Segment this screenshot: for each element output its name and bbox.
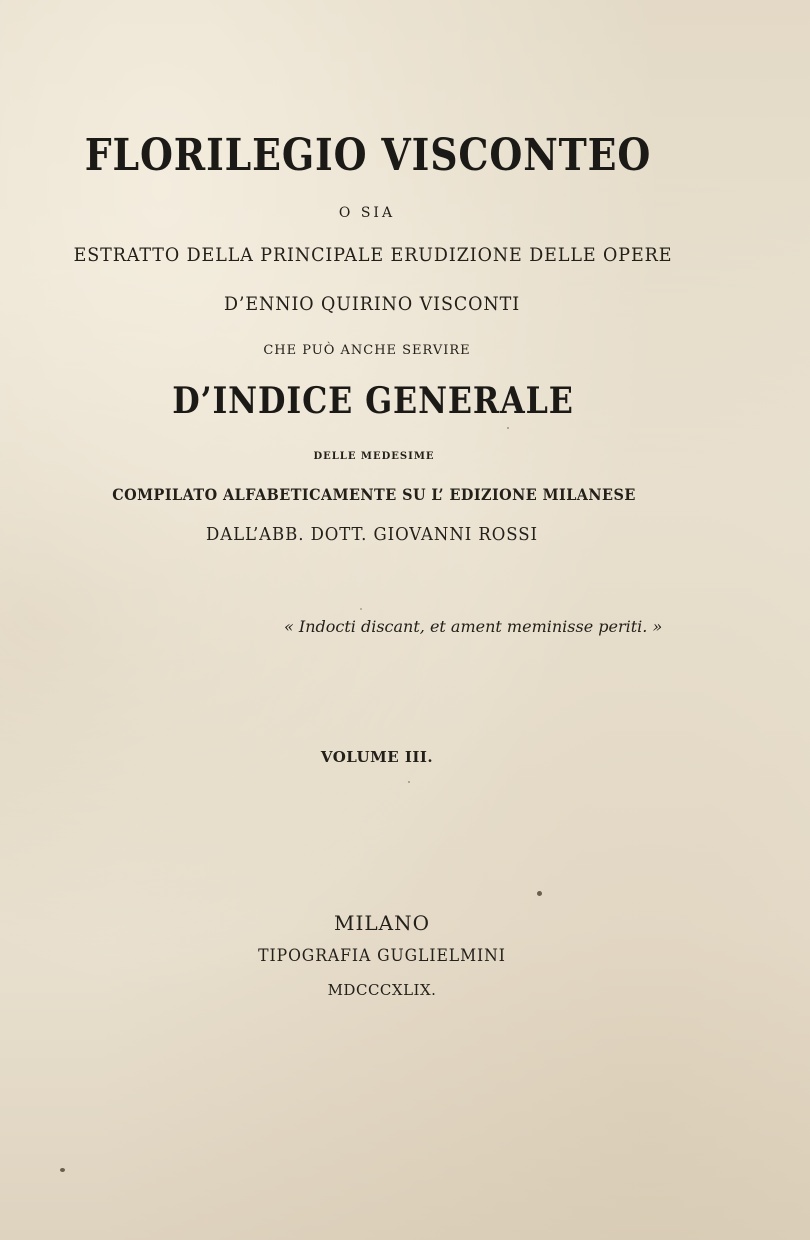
connector-text: O SIA — [338, 205, 396, 221]
epigraph-motto: « Indocti discant, et ament meminisse periti. » — [284, 617, 663, 636]
subtitle-line-1: ESTRATTO DELLA PRINCIPALE ERUDIZIONE DELLE OPERE — [73, 244, 673, 266]
imprint-printer: TIPOGRAFIA GUGLIELMINI — [258, 946, 506, 966]
subtitle-line-4: DELLE MEDESIME — [313, 451, 435, 462]
imprint-year: MDCCCXLIX. — [327, 981, 437, 999]
paper-speck — [360, 608, 362, 610]
author-line: DALL’ABB. DOTT. GIOVANNI ROSSI — [206, 524, 538, 545]
subtitle-main: D’INDICE GENERALE — [172, 380, 574, 422]
volume-number: VOLUME III. — [320, 748, 434, 766]
paper-speck — [408, 781, 410, 783]
paper-speck — [507, 427, 509, 429]
paper-speck — [537, 891, 542, 896]
book-title: FLORILEGIO VISCONTEO — [84, 130, 652, 181]
compiled-note: COMPILATO ALFABETICAMENTE SU L’ EDIZIONE MILANESE — [112, 485, 636, 504]
subtitle-line-3: CHE PUÒ ANCHE SERVIRE — [263, 343, 471, 358]
imprint-place: MILANO — [334, 911, 430, 935]
subtitle-line-2: D’ENNIO QUIRINO VISCONTI — [223, 293, 521, 315]
paper-speck — [60, 1168, 65, 1172]
